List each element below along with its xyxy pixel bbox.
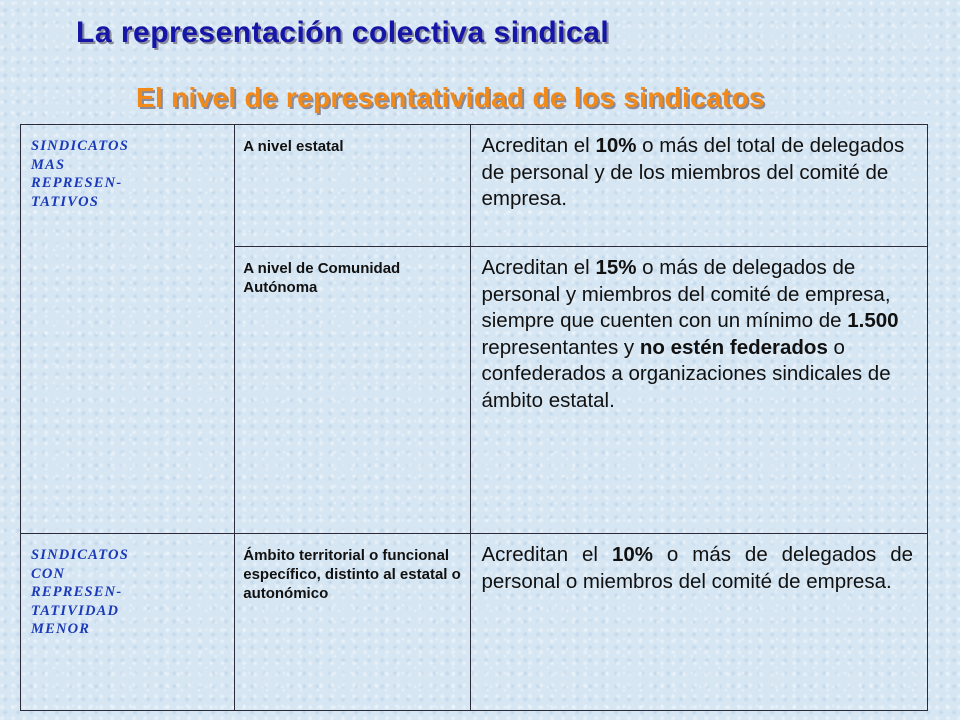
level-label: A nivel estatal — [243, 138, 344, 155]
representativity-table — [20, 124, 928, 711]
table-row — [21, 125, 928, 247]
level-cell — [235, 534, 471, 711]
category-cell — [21, 534, 235, 711]
category-cell — [21, 125, 235, 534]
description-cell — [471, 125, 928, 247]
table-row — [21, 534, 928, 711]
category-label: SINDICATOS CON REPRESEN- TATIVIDAD MENOR — [31, 547, 129, 637]
level-label: Ámbito territorial o funcional específico, distinto al estatal o autonómico — [243, 547, 461, 602]
level-cell — [235, 247, 471, 534]
level-cell — [235, 125, 471, 247]
category-label: SINDICATOS MAS REPRESEN- TATIVOS — [31, 138, 129, 210]
description-cell — [471, 534, 928, 711]
description-text: Acreditan el 10% o más de delegados de personal o miembros del comité de empresa. — [481, 543, 914, 593]
description-text: Acreditan el 10% o más del total de delegados de personal y de los miembros del comité de empresa. — [481, 134, 905, 210]
slide-title: La representación colectiva sindical — [76, 16, 610, 49]
slide-subtitle: El nivel de representatividad de los sindicatos — [136, 82, 765, 113]
description-text: Acreditan el 15% o más de delegados de personal y miembros del comité de empresa, siempre que cuenten con un mínimo de 1.500 representantes y no estén federados o confederados a organizaciones sindicales de ámbito estatal. — [481, 256, 899, 412]
level-label: A nivel de Comunidad Autónoma — [243, 260, 401, 296]
description-cell — [471, 247, 928, 534]
